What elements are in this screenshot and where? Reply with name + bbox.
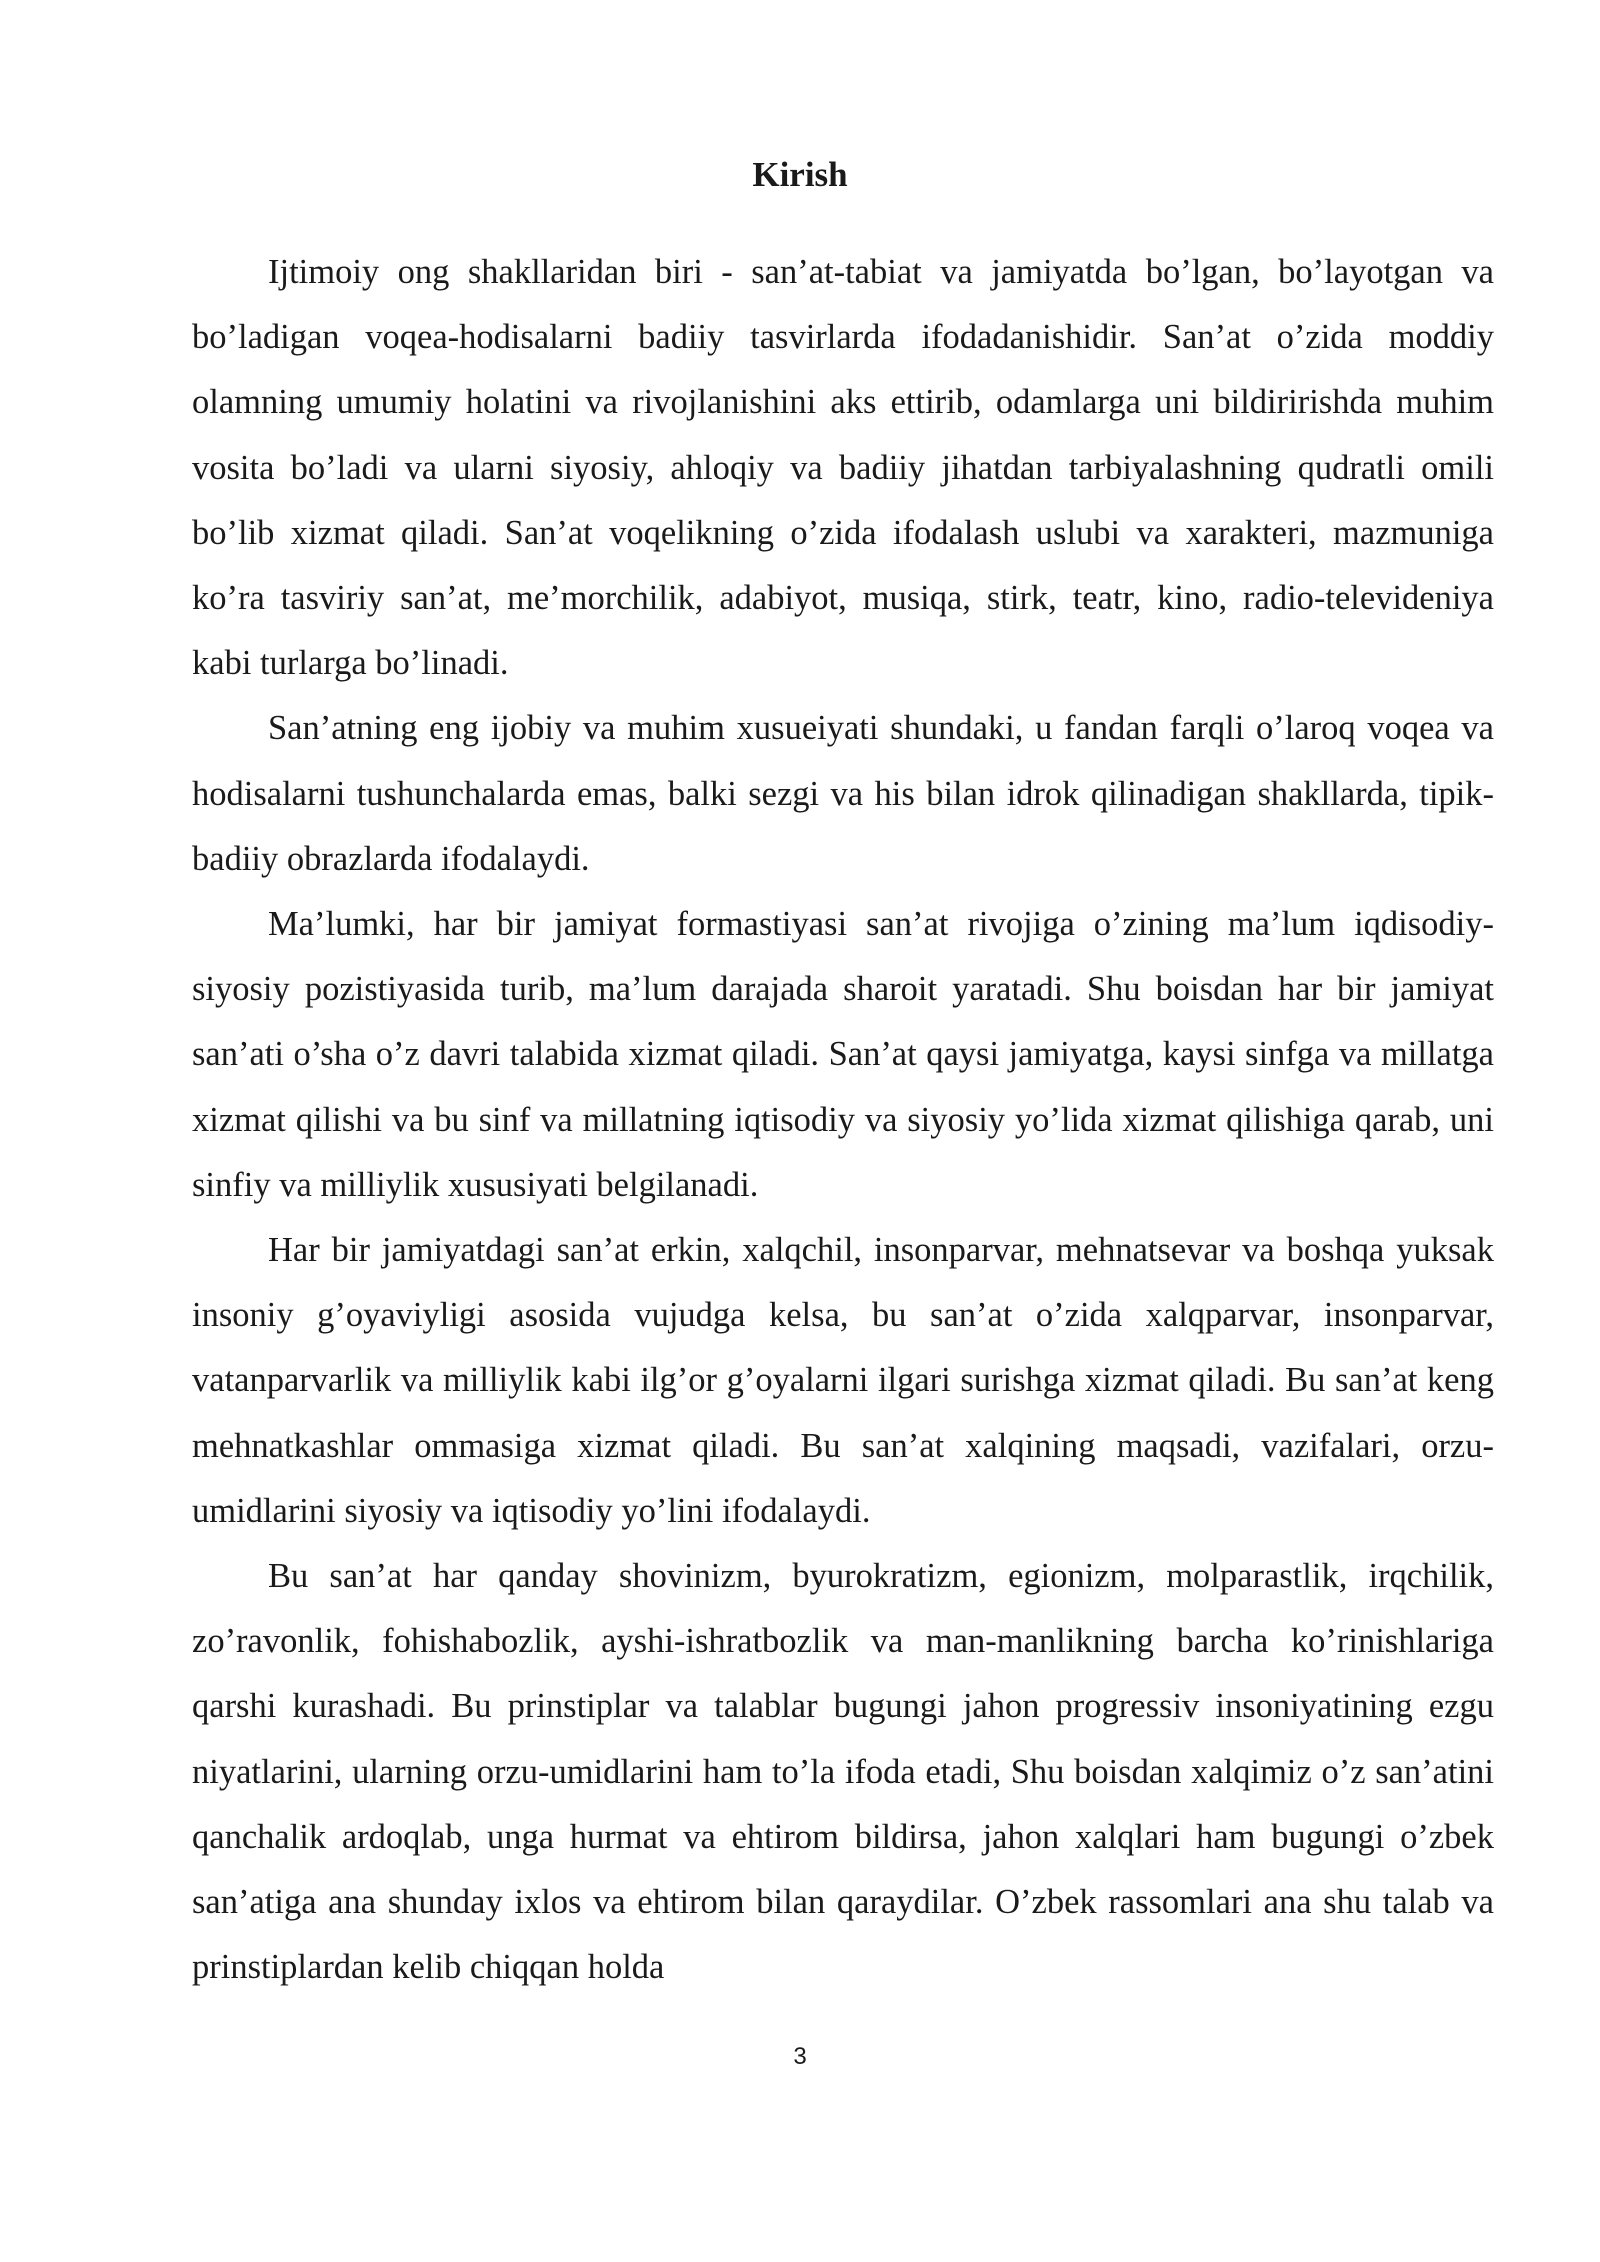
page-number: 3 <box>793 2043 807 2070</box>
paragraph-1: Ijtimoiy ong shakllaridan biri - san’at-tabiat va jamiyatda bo’lgan, bo’layotgan va bo’ladigan voqea-hodisalarni badiiy tasvirlarda ifodadanishidir. San’at o’zida moddiy olamning umumiy holatini va rivojlanishini aks ettirib, odamlarga uni bildiririshda muhim vosita bo’ladi va ularni siyosiy, ahloqiy va badiiy jihatdan tarbiyalashning qudratli omili bo’lib xizmat qiladi. San’at voqelikning o’zida ifodalash uslubi va xarakteri, mazmuniga ko’ra tasviriy san’at, me’morchilik, adabiyot, musiqa, stirk, teatr, kino, radio-televideniya kabi turlarga bo’linadi. <box>192 253 1494 683</box>
body-text <box>192 240 1494 2000</box>
paragraph-4: Har bir jamiyatdagi san’at erkin, xalqchil, insonparvar, mehnatsevar va boshqa yuksak insoniy g’oyaviyligi asosida vujudga kelsa, bu san’at o’zida xalqparvar, insonparvar, vatanparvarlik va milliylik kabi ilg’or g’oyalarni ilgari surishga xizmat qiladi. Bu san’at keng mehnatkashlar ommasiga xizmat qiladi. Bu san’at xalqining maqsadi, vazifalari, orzu-umidlarini siyosiy va iqtisodiy yo’lini ifodalaydi. <box>192 1231 1494 1530</box>
paragraph-2: San’atning eng ijobiy va muhim xusueiyati shundaki, u fandan farqli o’laroq voqea va hodisalarni tushunchalarda emas, balki sezgi va his bilan idrok qilinadigan shakllarda, tipik-badiiy obrazlarda ifodalaydi. <box>192 709 1494 878</box>
paragraph-3: Ma’lumki, har bir jamiyat formastiyasi san’at rivojiga o’zining ma’lum iqdisodiy-siyosiy pozistiyasida turib, ma’lum darajada sharoit yaratadi. Shu boisdan har bir jamiyat san’ati o’sha o’z davri talabida xizmat qiladi. San’at qaysi jamiyatga, kaysi sinfga va millatga xizmat qilishi va bu sinf va millatning iqtisodiy va siyosiy yo’lida xizmat qilishiga qarab, uni sinfiy va milliylik xususiyati belgilanadi. <box>192 905 1494 1204</box>
paragraph-5: Bu san’at har qanday shovinizm, byurokratizm, egionizm, molparastlik, irqchilik, zo’ravonlik, fohishabozlik, ayshi-ishratbozlik va man-manlikning barcha ko’rinishlariga qarshi kurashadi. Bu prinstiplar va talablar bugungi jahon progressiv insoniyatining ezgu niyatlarini, ularning orzu-umidlarini ham to’la ifoda etadi, Shu boisdan xalqimiz o’z san’atini qanchalik ardoqlab, unga hurmat va ehtirom bildirsa, jahon xalqlari ham bugungi o’zbek san’atiga ana shunday ixlos va ehtirom bilan qaraydilar. O’zbek rassomlari ana shu talab va prinstiplardan kelib chiqqan holda <box>192 1557 1494 1987</box>
section-heading: Kirish <box>752 155 848 194</box>
